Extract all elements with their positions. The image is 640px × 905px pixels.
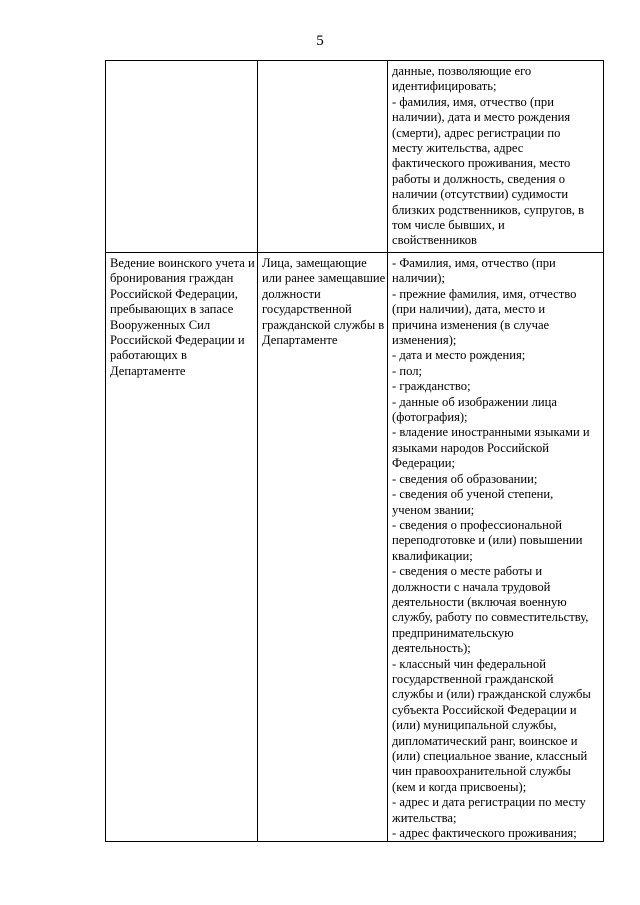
text-line: причина изменения (в случае bbox=[392, 317, 550, 332]
text-line: работающих в bbox=[110, 348, 187, 363]
text-line: государственной bbox=[262, 302, 352, 317]
text-line: том числе бывших, и bbox=[392, 218, 505, 233]
text-line: - сведения о профессиональной bbox=[392, 517, 562, 532]
categories-cell bbox=[258, 253, 388, 842]
text-line: - сведения об ученой степени, bbox=[392, 487, 554, 502]
text-line: - прежние фамилия, имя, отчество bbox=[392, 286, 577, 301]
text-line: Вооруженных Сил bbox=[110, 317, 211, 332]
categories-cell bbox=[258, 61, 388, 253]
text-line: - данные об изображении лица bbox=[392, 394, 557, 409]
data-composition-cell bbox=[388, 61, 604, 253]
text-line: свойственников bbox=[392, 233, 477, 248]
text-line: (кем и когда присвоены); bbox=[392, 779, 527, 794]
text-line: должности bbox=[262, 286, 321, 301]
text-line: предпринимательскую bbox=[392, 625, 514, 640]
text-line: - Фамилия, имя, отчество (при bbox=[392, 256, 556, 270]
text-line: - владение иностранными языками и bbox=[392, 425, 590, 440]
text-line: Ведение воинского учета и bbox=[110, 256, 255, 270]
text-line: Департаменте bbox=[110, 363, 186, 378]
text-line: Российской Федерации и bbox=[110, 333, 245, 348]
text-line: - пол; bbox=[392, 363, 422, 378]
purpose-cell bbox=[106, 61, 258, 253]
text-line: - адрес фактического проживания; bbox=[392, 826, 577, 841]
text-line: - фамилия, имя, отчество (при bbox=[392, 94, 554, 109]
personal-data-table bbox=[105, 60, 604, 842]
text-line: должности с начала трудовой bbox=[392, 579, 551, 594]
text-line: - сведения об образовании; bbox=[392, 471, 538, 486]
text-line: Департаменте bbox=[262, 333, 338, 348]
text-line: Федерации; bbox=[392, 456, 455, 471]
text-line: данные, позволяющие его bbox=[392, 64, 532, 78]
text-line: близких родственников, супругов, в bbox=[392, 202, 585, 217]
text-line: изменения); bbox=[392, 333, 457, 348]
text-line: пребывающих в запасе bbox=[110, 302, 234, 317]
text-line: наличии (отсутствии) судимости bbox=[392, 187, 569, 202]
text-line: идентифицировать; bbox=[392, 79, 497, 94]
text-line: - дата и место рождения; bbox=[392, 348, 526, 363]
text-line: наличии), дата и место рождения bbox=[392, 110, 571, 125]
page-number: 5 bbox=[316, 33, 324, 49]
text-line: ученом звании; bbox=[392, 502, 475, 517]
text-line: субъекта Российской Федерации и bbox=[392, 702, 577, 717]
text-line: или ранее замещавшие bbox=[262, 271, 386, 286]
text-line: фактического проживания, место bbox=[392, 156, 571, 171]
text-line: переподготовке и (или) повышении bbox=[392, 533, 583, 548]
text-line: деятельность); bbox=[392, 641, 471, 656]
text-line: чин правоохранительной службы bbox=[392, 764, 571, 779]
text-line: наличии); bbox=[392, 271, 445, 286]
text-line: - гражданство; bbox=[392, 379, 471, 394]
text-line: службу, работу по совместительству, bbox=[392, 610, 589, 625]
text-line: (или) муниципальной службы, bbox=[392, 718, 557, 733]
data-composition-cell bbox=[388, 253, 604, 842]
text-line: - сведения о месте работы и bbox=[392, 564, 543, 579]
text-line: (или) специальное звание, классный bbox=[392, 749, 588, 763]
table-row-military-registration bbox=[106, 253, 604, 842]
text-line: (фотография); bbox=[392, 410, 468, 425]
text-line: Российской Федерации, bbox=[110, 286, 238, 301]
text-line: службы и (или) гражданской службы bbox=[392, 687, 591, 702]
text-line: деятельности (включая военную bbox=[392, 594, 567, 609]
text-line: (смерти), адрес регистрации по bbox=[392, 125, 561, 140]
text-line: языками народов Российской bbox=[392, 440, 550, 455]
text-line: дипломатический ранг, воинское и bbox=[392, 733, 578, 748]
text-line: квалификации; bbox=[392, 548, 473, 563]
text-line: - классный чин федеральной bbox=[392, 656, 546, 671]
text-line: жительства; bbox=[392, 810, 457, 825]
table-row-continued bbox=[106, 61, 604, 253]
text-line: - адрес и дата регистрации по месту bbox=[392, 795, 586, 810]
text-line: Лица, замещающие bbox=[262, 256, 367, 270]
purpose-cell bbox=[106, 253, 258, 842]
text-line: государственной гражданской bbox=[392, 671, 554, 686]
text-line: работы и должность, сведения о bbox=[392, 171, 566, 186]
text-line: (при наличии), дата, место и bbox=[392, 302, 546, 317]
text-line: бронирования граждан bbox=[110, 271, 234, 286]
text-line: гражданской службы в bbox=[262, 317, 385, 332]
text-line: месту жительства, адрес bbox=[392, 141, 524, 156]
